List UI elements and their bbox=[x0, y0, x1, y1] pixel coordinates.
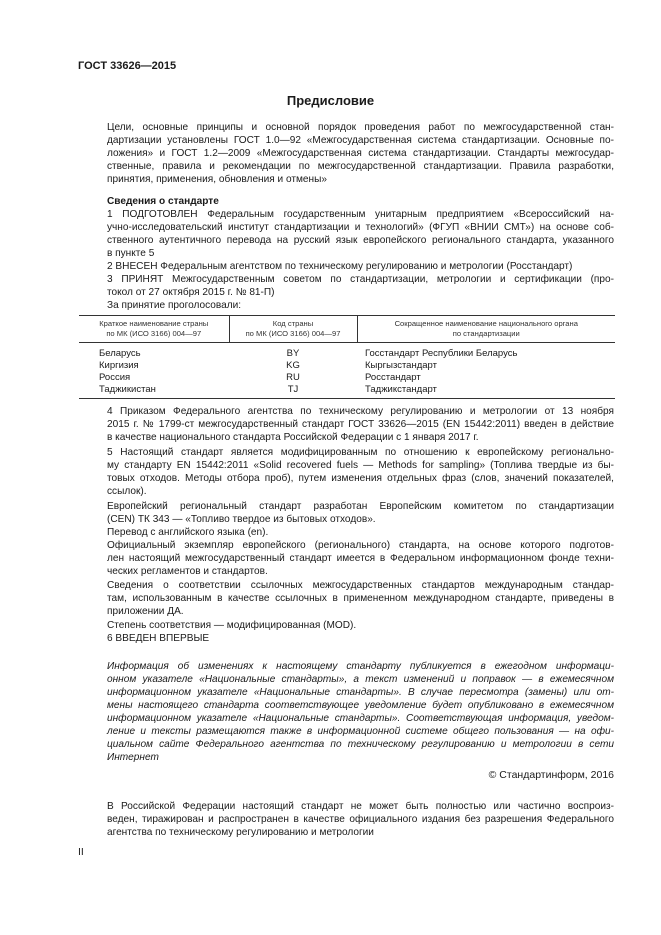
references-paragraph bbox=[80, 579, 614, 618]
text-line: Информация об изменениях к настоящему стандарту публикуется в ежегодном информаци- bbox=[107, 661, 614, 672]
table-cell-code: BY bbox=[286, 348, 300, 359]
reproduction-restriction-paragraph bbox=[80, 800, 614, 839]
text-line: агентства по техническому регулированию и метрологии bbox=[107, 827, 374, 838]
header-line: Краткое наименование страны bbox=[99, 319, 209, 328]
item-2-paragraph bbox=[80, 260, 614, 273]
text-line: За принятие проголосовали: bbox=[107, 300, 242, 311]
european-standard-paragraph bbox=[80, 500, 614, 526]
text-line: ление и тексты размещаются также в информационной системе общего пользования — на офи- bbox=[107, 726, 614, 737]
vote-label bbox=[80, 299, 614, 312]
page-title: Предисловие bbox=[286, 93, 375, 108]
text-line: учно-исследовательский институт стандартизации и технологий» (ФГУП «ВНИИ СМТ») на основе соб- bbox=[107, 222, 614, 233]
table-cell-authority: Росстандарт bbox=[365, 372, 421, 383]
text-line: информационном указателе «Национальные стандарты». В случае пересмотра (замены) или от- bbox=[107, 687, 614, 698]
table-cell-code: KG bbox=[286, 360, 300, 371]
text-line: веден, тиражирован и распространен в качестве официального издания без разрешения Федерального bbox=[107, 814, 614, 825]
text-line: Европейский региональный стандарт разработан Европейским комитетом по стандартизации bbox=[107, 501, 614, 512]
document-code-header: ГОСТ 33626—2015 bbox=[78, 60, 177, 72]
text-line: онном указателе «Национальные стандарты», а текст изменений и поправок — в ежемесячном bbox=[107, 674, 614, 685]
table-row bbox=[79, 372, 615, 384]
table-cell-country: Беларусь bbox=[99, 348, 141, 359]
text-line: В Российской Федерации настоящий стандарт не может быть полностью или частично воспроиз- bbox=[107, 801, 614, 812]
table-row bbox=[79, 360, 615, 372]
table-cell-country: Россия bbox=[99, 372, 131, 383]
text-line: товых отходов. Методы отбора проб), путем изменения отдельных фраз (слов, значений показателей, bbox=[107, 473, 614, 484]
text-line: 6 ВВЕДЕН ВПЕРВЫЕ bbox=[107, 633, 210, 644]
text-line: ственные, правила и рекомендации по межгосударственной стандартизации. Правила разработки, bbox=[107, 161, 614, 172]
text-line: информационном указателе «Национальные стандарты». Соответствующая информация, уведом- bbox=[107, 713, 614, 724]
countries-table bbox=[79, 315, 615, 399]
item-4-paragraph bbox=[80, 405, 614, 444]
page-number: II bbox=[78, 846, 84, 858]
text-line: Перевод с английского языка (en). bbox=[107, 527, 269, 538]
table-cell-country: Киргизия bbox=[99, 360, 139, 371]
text-line: Сведения о соответствии ссылочных межгосударственных стандартов международным стандар- bbox=[107, 580, 614, 591]
text-line: 2015 г. № 1799-ст межгосударственный стандарт ГОСТ 33626—2015 (EN 15442:2011) введен в действие bbox=[107, 419, 614, 430]
header-line: Код страны bbox=[272, 319, 314, 328]
text-line: 3 ПРИНЯТ Межгосударственным советом по стандартизации, метрологии и сертификации (про- bbox=[107, 274, 614, 285]
official-copy-paragraph bbox=[80, 539, 614, 578]
text-line: Интернет bbox=[107, 752, 159, 763]
table-cell-authority: Госстандарт Республики Беларусь bbox=[365, 348, 518, 359]
text-line: (CEN) ТК 343 — «Топливо твердое из бытовых отходов». bbox=[107, 514, 376, 525]
text-line: Цели, основные принципы и основной порядок проведения работ по межгосударственной стан- bbox=[107, 122, 614, 133]
text-line: в пункте 5 bbox=[107, 248, 155, 259]
item-6-paragraph bbox=[80, 632, 614, 645]
column-header-authority bbox=[357, 316, 615, 343]
text-line: 5 Настоящий стандарт является модифицированным по отношению к европейскому регионально- bbox=[107, 447, 614, 458]
text-line: лен настоящий межгосударственный стандарт имеется в Федеральном информационном фонде техни- bbox=[107, 553, 614, 564]
header-line: по МК (ИСО 3166) 004—97 bbox=[245, 329, 341, 338]
translation-paragraph bbox=[80, 526, 614, 539]
text-line: ложения» и ГОСТ 1.2—2009 «Межгосударственная система стандартизации. Стандарты межгосудар- bbox=[107, 148, 614, 159]
degree-paragraph bbox=[80, 619, 614, 632]
text-line: токол от 27 октября 2015 г. № 81-П) bbox=[107, 287, 275, 298]
table-cell-country: Таджикистан bbox=[99, 384, 156, 395]
table-row bbox=[79, 384, 615, 399]
text-line: 2 ВНЕСЕН Федеральным агентством по техническому регулированию и метрологии (Росстандарт) bbox=[107, 261, 573, 272]
table-cell-authority: Таджикстандарт bbox=[365, 384, 437, 395]
table-row bbox=[79, 343, 615, 361]
table-cell-code: TJ bbox=[287, 384, 299, 395]
text-line: 1 ПОДГОТОВЛЕН Федеральным государственным унитарным предприятием «Всероссийский на- bbox=[107, 209, 614, 220]
text-line: в качестве национального стандарта Российской Федерации с 1 января 2017 г. bbox=[107, 432, 479, 443]
text-line: мены настоящего стандарта соответствующее уведомление будет опубликовано в ежемесячном bbox=[107, 700, 614, 711]
item-5-paragraph bbox=[80, 446, 614, 498]
text-line: 4 Приказом Федерального агентства по техническому регулированию и метрологии от 13 ноября bbox=[107, 406, 614, 417]
item-3-paragraph bbox=[80, 273, 614, 299]
text-line: дартизации установлены ГОСТ 1.0—92 «Межгосударственная система стандартизации. Основные по- bbox=[107, 135, 614, 146]
intro-paragraph bbox=[80, 121, 614, 186]
text-line: Официальный экземпляр европейского (регионального) стандарта, на основе которого подготов- bbox=[107, 540, 614, 551]
text-line: ссылок). bbox=[107, 486, 147, 497]
changes-notice-paragraph bbox=[80, 660, 614, 764]
item-1-paragraph bbox=[80, 208, 614, 260]
column-header-code bbox=[229, 316, 357, 343]
text-line: ческих регламентов и стандартов. bbox=[107, 566, 268, 577]
column-header-country bbox=[79, 316, 229, 343]
text-line: принятия, применения, обновления и отмены» bbox=[107, 174, 327, 185]
header-line: по стандартизации bbox=[452, 329, 520, 338]
header-line: по МК (ИСО 3166) 004—97 bbox=[106, 329, 202, 338]
copyright-notice: © Стандартинформ, 2016 bbox=[488, 769, 614, 781]
table-cell-code: RU bbox=[286, 372, 300, 383]
text-line: циальном сайте Федерального агентства по техническому регулированию и метрологии в сети bbox=[107, 739, 614, 750]
table-cell-authority: Кыргызстандарт bbox=[365, 360, 437, 371]
text-line: му стандарту EN 15442:2011 «Solid recovered fuels — Methods for sampling» (Топлива твердые из бы- bbox=[107, 460, 614, 471]
text-line: Степень соответствия — модифицированная (MOD). bbox=[107, 620, 357, 631]
text-line: приложении ДА. bbox=[107, 606, 184, 617]
section-heading: Сведения о стандарте bbox=[107, 196, 219, 207]
header-line: Сокращенное наименование национального органа bbox=[394, 319, 578, 328]
countries-table-wrapper bbox=[79, 315, 615, 399]
text-line: ственного аутентичного перевода на русский язык европейского регионального стандарта, указанного bbox=[107, 235, 614, 246]
text-line: там, использованным в качестве ссылочных в примененном международном стандарте, приведены в bbox=[107, 593, 614, 604]
